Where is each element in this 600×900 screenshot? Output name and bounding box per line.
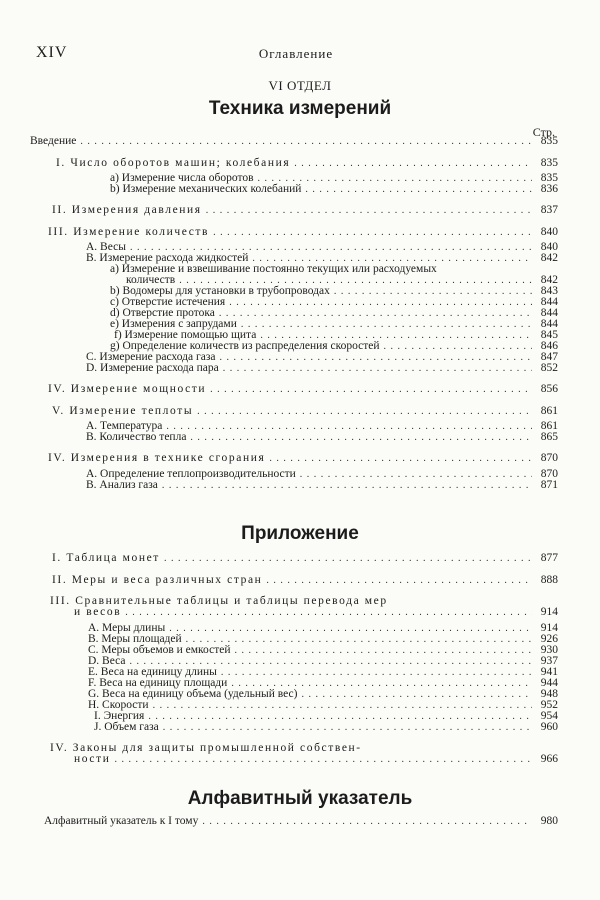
entry-page: 840 xyxy=(540,241,558,253)
toc-entry[interactable] xyxy=(30,453,558,465)
entry-page: 954 xyxy=(540,709,558,722)
toc-entry[interactable] xyxy=(30,754,558,766)
entry-label: количеств xyxy=(126,274,176,286)
entry-page: 846 xyxy=(540,340,558,352)
toc-entry[interactable] xyxy=(30,553,558,565)
entry-page: 877 xyxy=(540,552,558,564)
toc-entry[interactable] xyxy=(30,623,558,634)
entry-page: 856 xyxy=(540,383,558,395)
toc-entry[interactable] xyxy=(30,711,558,722)
entry-page: 835 xyxy=(540,135,558,147)
entry-label: A. Определение теплопроизводительности xyxy=(86,467,296,480)
entry-page: 944 xyxy=(540,676,558,689)
entry-label: I. Энергия xyxy=(94,709,145,722)
entry-page: 914 xyxy=(540,621,558,634)
toc-entry[interactable] xyxy=(30,645,558,656)
entry-page: 835 xyxy=(540,172,558,184)
toc-entry[interactable] xyxy=(30,384,558,396)
entry-label: F. Веса на единицу площади xyxy=(88,676,228,689)
entry-label: III. Измерение количеств xyxy=(48,225,210,238)
entry-label: II. Меры и веса различных стран xyxy=(52,573,263,586)
toc-index xyxy=(30,816,558,828)
entry-page: 926 xyxy=(540,632,558,645)
entry-label: b) Водомеры для установки в трубопроводах xyxy=(110,285,330,297)
toc-entry[interactable] xyxy=(30,700,558,711)
entry-page: 847 xyxy=(540,351,558,363)
toc-entry-line: a) Измерение и взвешивание постоянно текущих или расходуемых xyxy=(110,263,437,275)
toc-entry[interactable] xyxy=(30,575,558,587)
entry-page: 914 xyxy=(540,606,558,618)
page-column-label: Стр. xyxy=(532,125,555,139)
part-label: VI ОТДЕЛ xyxy=(268,78,332,93)
entry-page: 888 xyxy=(540,573,558,586)
entry-label: IV. Измерения в технике сгорания xyxy=(48,452,266,464)
toc-entry[interactable] xyxy=(30,816,558,828)
entry-page: 835 xyxy=(540,156,558,169)
toc-entry[interactable] xyxy=(30,678,558,689)
entry-label: A. Меры длины xyxy=(88,621,166,634)
toc-entry[interactable] xyxy=(30,689,558,700)
toc-entry[interactable] xyxy=(30,722,558,733)
toc-entry[interactable] xyxy=(30,406,558,418)
entry-page: 844 xyxy=(540,307,558,319)
entry-label: d) Отверстие протока xyxy=(110,307,215,319)
entry-label: I. Таблица монет xyxy=(52,552,160,564)
toc-entry[interactable] xyxy=(30,158,558,170)
entry-label: Алфавитный указатель к I тому xyxy=(44,815,199,827)
toc-entry[interactable] xyxy=(30,480,558,491)
entry-page: 844 xyxy=(540,318,558,330)
entry-label: e) Измерения с запрудами xyxy=(110,318,237,330)
entry-label: V. Измерение теплоты xyxy=(52,404,194,417)
entry-label: b) Измерение механических колебаний xyxy=(110,183,302,195)
section-title-appendix: Приложение xyxy=(241,523,359,544)
entry-label: D. Веса xyxy=(88,654,126,667)
entry-label: Введение xyxy=(30,135,77,147)
entry-label: E. Веса на единицу длины xyxy=(88,665,217,678)
toc-measurements xyxy=(30,136,558,491)
entry-label: H. Скорости xyxy=(88,698,149,711)
entry-label: C. Меры объемов и емкостей xyxy=(88,643,231,656)
entry-label: B. Анализ газа xyxy=(86,478,158,491)
entry-label: C. Измерение расхода газа xyxy=(86,351,216,363)
toc-entry[interactable] xyxy=(30,136,558,148)
entry-page: 843 xyxy=(540,285,558,297)
entry-page: 948 xyxy=(540,687,558,700)
entry-label: a) Измерение числа оборотов xyxy=(110,172,254,184)
entry-label: J. Объем газа xyxy=(94,720,159,733)
entry-page: 842 xyxy=(540,252,558,264)
entry-page: 870 xyxy=(540,452,558,464)
entry-label: g) Определение количеств из распределения скоростей xyxy=(110,340,380,352)
section-title-measurements: Техника измерений xyxy=(208,98,392,119)
toc-entry[interactable] xyxy=(30,205,558,217)
toc-entry[interactable] xyxy=(30,432,558,443)
toc-entry[interactable] xyxy=(30,607,558,619)
section-title-index: Алфавитный указатель xyxy=(187,788,413,809)
entry-page: 941 xyxy=(540,665,558,678)
toc-entry[interactable] xyxy=(30,227,558,239)
page-number: XIV xyxy=(36,44,68,61)
toc-entry[interactable] xyxy=(30,656,558,667)
entry-page: 871 xyxy=(540,478,558,491)
entry-label: c) Отверстие истечения xyxy=(110,296,226,308)
entry-label: I. Число оборотов машин; колебания xyxy=(56,156,291,169)
entry-page: 861 xyxy=(540,404,558,417)
running-title: Оглавление xyxy=(258,46,334,61)
entry-page: 844 xyxy=(540,296,558,308)
toc-entry[interactable] xyxy=(30,634,558,645)
entry-page: 960 xyxy=(540,720,558,733)
entry-label: B. Измерение расхода жидкостей xyxy=(86,252,249,264)
toc-entry[interactable] xyxy=(30,319,558,330)
entry-page: 865 xyxy=(540,431,558,443)
toc-entry-line: III. Сравнительные таблицы и таблицы перевода мер xyxy=(50,595,388,607)
entry-page: 937 xyxy=(540,654,558,667)
running-header xyxy=(36,44,556,64)
entry-label: ности xyxy=(74,752,111,765)
entry-label: B. Меры площадей xyxy=(88,632,182,645)
entry-page: 840 xyxy=(540,225,558,238)
entry-label: IV. Измерение мощности xyxy=(48,383,207,395)
entry-label: и весов xyxy=(74,606,122,618)
entry-page: 845 xyxy=(540,329,558,341)
entry-page: 842 xyxy=(540,274,558,286)
entry-label: A. Температура xyxy=(86,420,163,432)
entry-label: f) Измерение помощью щита xyxy=(114,329,257,341)
entry-label: II. Измерения давления xyxy=(52,204,202,216)
entry-page: 861 xyxy=(540,420,558,432)
entry-page: 930 xyxy=(540,643,558,656)
entry-page: 980 xyxy=(540,815,558,827)
toc-entry[interactable] xyxy=(30,667,558,678)
entry-page: 836 xyxy=(540,183,558,195)
entry-page: 952 xyxy=(540,698,558,711)
toc-entry[interactable] xyxy=(30,469,558,480)
toc-entry-line: IV. Законы для защиты промышленной собствен- xyxy=(50,741,362,754)
entry-label: A. Весы xyxy=(86,241,126,253)
entry-page: 870 xyxy=(540,467,558,480)
entry-page: 837 xyxy=(540,204,558,216)
toc-entry[interactable] xyxy=(30,184,558,195)
entry-label: B. Количество тепла xyxy=(86,431,187,443)
toc-entry[interactable] xyxy=(30,363,558,374)
toc-appendix xyxy=(30,553,558,765)
entry-page: 852 xyxy=(540,362,558,374)
entry-label: G. Веса на единицу объема (удельный вес) xyxy=(88,687,298,700)
entry-label: D. Измерение расхода пара xyxy=(86,362,219,374)
entry-page: 966 xyxy=(540,752,558,765)
